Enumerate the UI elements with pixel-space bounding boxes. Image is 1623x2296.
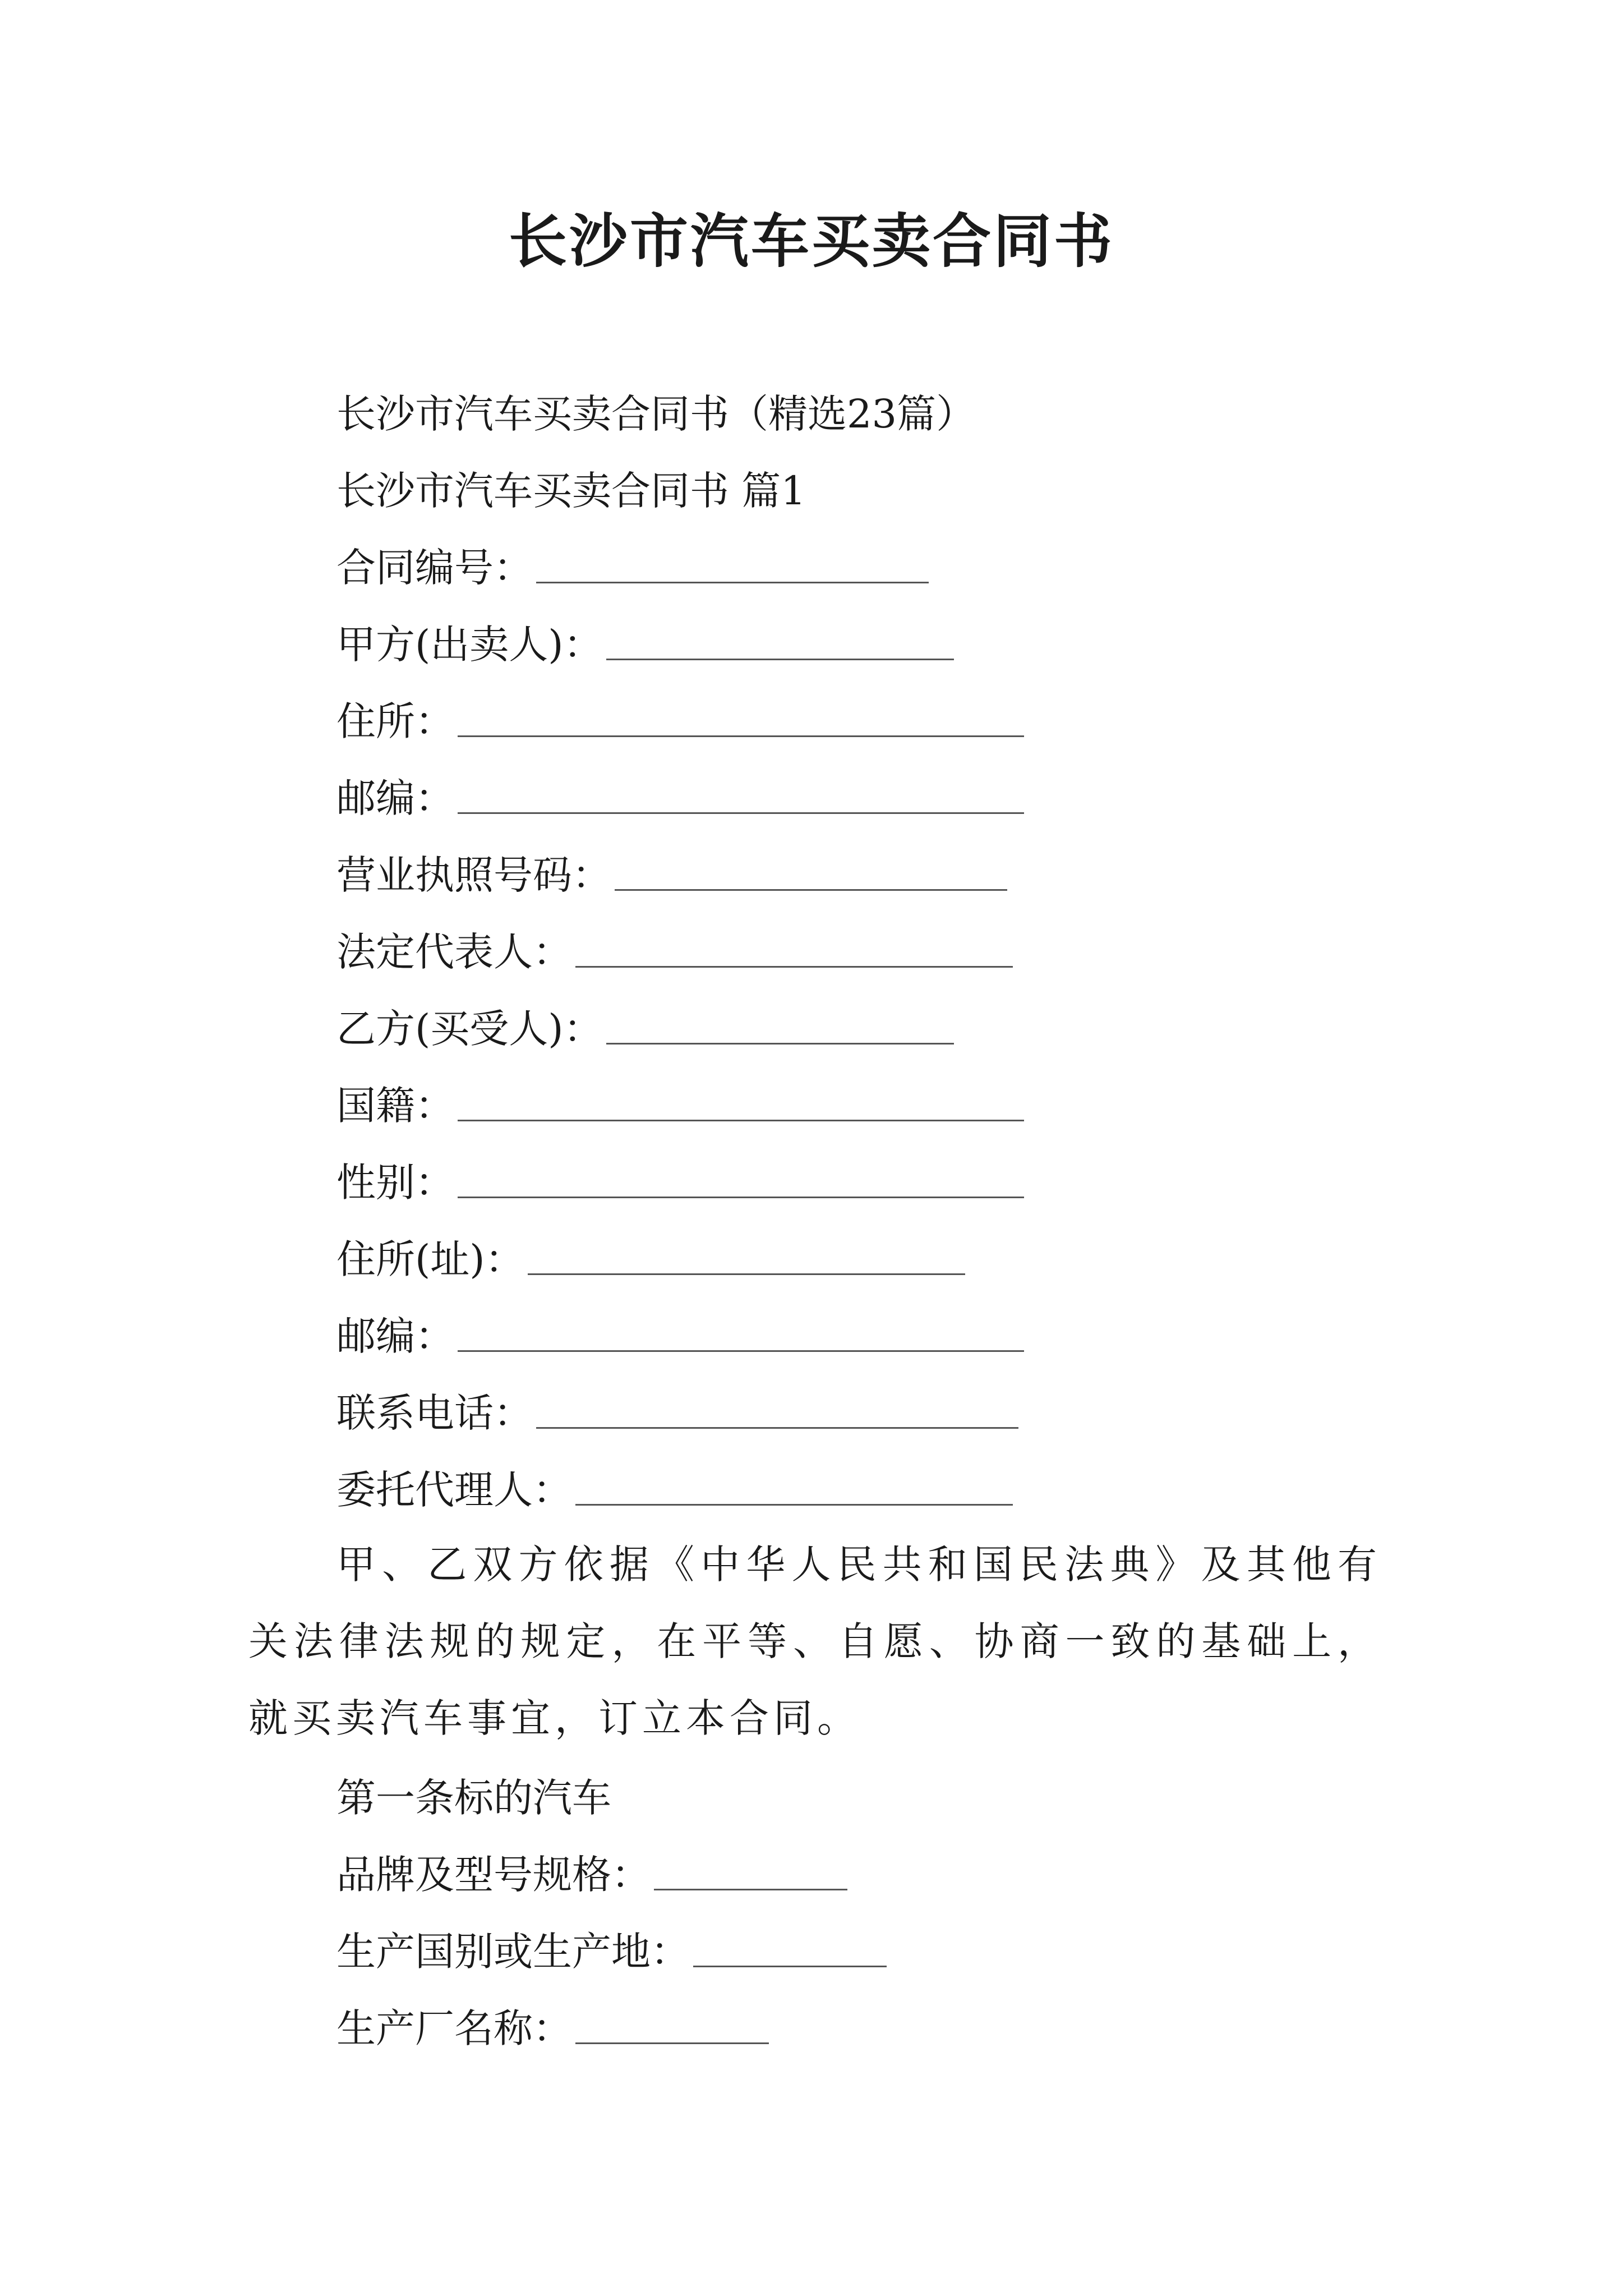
fill-in-blank[interactable] <box>458 1162 1024 1198</box>
field-label: 品牌及型号规格： <box>336 1852 651 1898</box>
field-gender <box>336 1154 1024 1211</box>
field-legal-representative <box>336 924 1013 980</box>
fill-in-blank[interactable] <box>536 547 929 583</box>
field-label: 邮编： <box>336 775 454 821</box>
field-brand-model <box>336 1847 847 1903</box>
fill-in-blank[interactable] <box>575 2008 769 2044</box>
fill-in-blank[interactable] <box>458 777 1024 814</box>
field-address-b <box>336 1231 965 1287</box>
article-heading: 第一条标的汽车 <box>336 1775 611 1821</box>
fill-in-blank[interactable] <box>606 1008 954 1045</box>
field-party-a <box>336 616 954 673</box>
field-agent <box>336 1462 1013 1518</box>
field-label: 甲方(出卖人)： <box>336 622 603 668</box>
fill-in-blank[interactable] <box>606 624 954 660</box>
fill-in-blank[interactable] <box>575 931 1013 968</box>
field-label: 住所(址)： <box>336 1236 524 1282</box>
fill-in-blank[interactable] <box>654 1854 847 1890</box>
fill-in-blank[interactable] <box>575 1469 1013 1506</box>
field-label: 性别： <box>336 1159 454 1205</box>
field-postcode-a <box>336 770 1024 826</box>
field-label: 国籍： <box>336 1083 454 1129</box>
field-party-b <box>336 1001 954 1057</box>
field-contract-number <box>336 540 929 596</box>
fill-in-blank[interactable] <box>528 1239 965 1275</box>
fill-in-blank[interactable] <box>615 854 1007 891</box>
intro-paragraph: 甲、乙双方依据《中华人民共和国民法典》及其他有关法律法规的规定，在平等、自愿、协商一致的基础上，就买卖汽车事宜，订立本合同。 <box>248 1542 1381 1741</box>
document-subtitle: 长沙市汽车买卖合同书（精选23篇） <box>336 391 976 437</box>
field-label: 法定代表人： <box>336 929 572 975</box>
fill-in-blank[interactable] <box>458 1085 1024 1121</box>
field-postcode-b <box>336 1308 1024 1364</box>
field-label: 营业执照号码： <box>336 852 611 898</box>
field-label: 联系电话： <box>336 1390 533 1436</box>
field-origin <box>336 1924 887 1980</box>
field-label: 住所： <box>336 698 454 744</box>
fill-in-blank[interactable] <box>693 1931 887 1967</box>
field-label: 合同编号： <box>336 545 533 591</box>
field-label: 乙方(买受人)： <box>336 1006 603 1052</box>
fill-in-blank[interactable] <box>458 1315 1024 1352</box>
field-address-a <box>336 693 1024 749</box>
field-label: 邮编： <box>336 1313 454 1359</box>
field-nationality <box>336 1078 1024 1134</box>
document-title: 长沙市汽车买卖合同书 <box>508 206 1114 275</box>
fill-in-blank[interactable] <box>458 701 1024 737</box>
fill-in-blank[interactable] <box>536 1392 1018 1429</box>
field-business-license <box>336 847 1007 903</box>
field-phone <box>336 1385 1018 1441</box>
section-heading: 长沙市汽车买卖合同书 篇1 <box>336 468 806 514</box>
field-label: 生产厂名称： <box>336 2005 572 2051</box>
field-manufacturer <box>336 2000 769 2056</box>
field-label: 委托代理人： <box>336 1467 572 1513</box>
field-label: 生产国别或生产地： <box>336 1929 690 1975</box>
